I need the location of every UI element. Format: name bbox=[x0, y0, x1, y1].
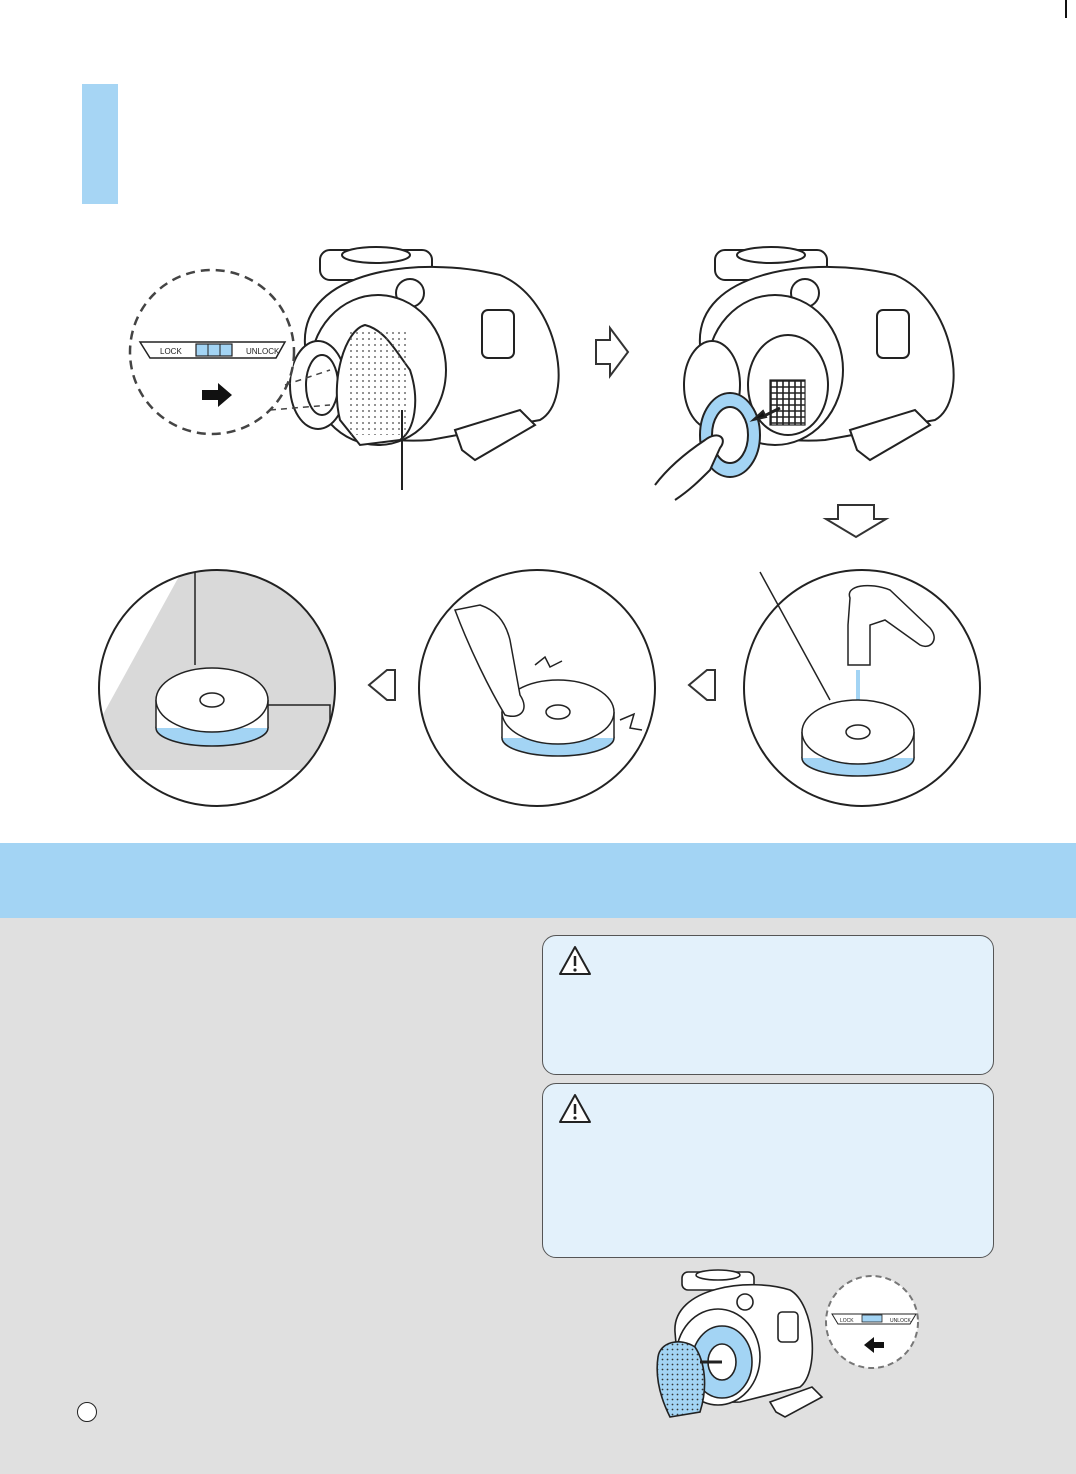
caution-box-2 bbox=[542, 1083, 994, 1258]
lock-label: LOCK bbox=[160, 347, 182, 356]
page-number-circle bbox=[77, 1402, 97, 1422]
lock-label-small: LOCK bbox=[840, 1318, 854, 1324]
section-header-band bbox=[0, 843, 1076, 918]
step1-vacuum-illustration bbox=[290, 247, 559, 490]
warning-triangle-icon bbox=[557, 1092, 593, 1126]
reassembly-illustration bbox=[640, 1262, 940, 1422]
hollow-arrow-left-icon bbox=[689, 670, 715, 700]
step3-washing-illustration bbox=[744, 570, 980, 806]
hollow-arrow-left-icon bbox=[369, 670, 395, 700]
step5-drying-illustration bbox=[99, 560, 340, 806]
unlock-label-small: UNLOCK bbox=[890, 1318, 911, 1324]
hollow-arrow-right-icon bbox=[596, 328, 628, 376]
lock-switch-zoom-small bbox=[826, 1276, 918, 1368]
hollow-arrow-down-icon bbox=[826, 505, 886, 537]
step4-tapping-illustration bbox=[419, 570, 655, 806]
step2-vacuum-illustration bbox=[655, 247, 954, 500]
warning-triangle-icon bbox=[557, 944, 593, 978]
unlock-label: UNLOCK bbox=[246, 347, 280, 356]
caution-box-1 bbox=[542, 935, 994, 1075]
